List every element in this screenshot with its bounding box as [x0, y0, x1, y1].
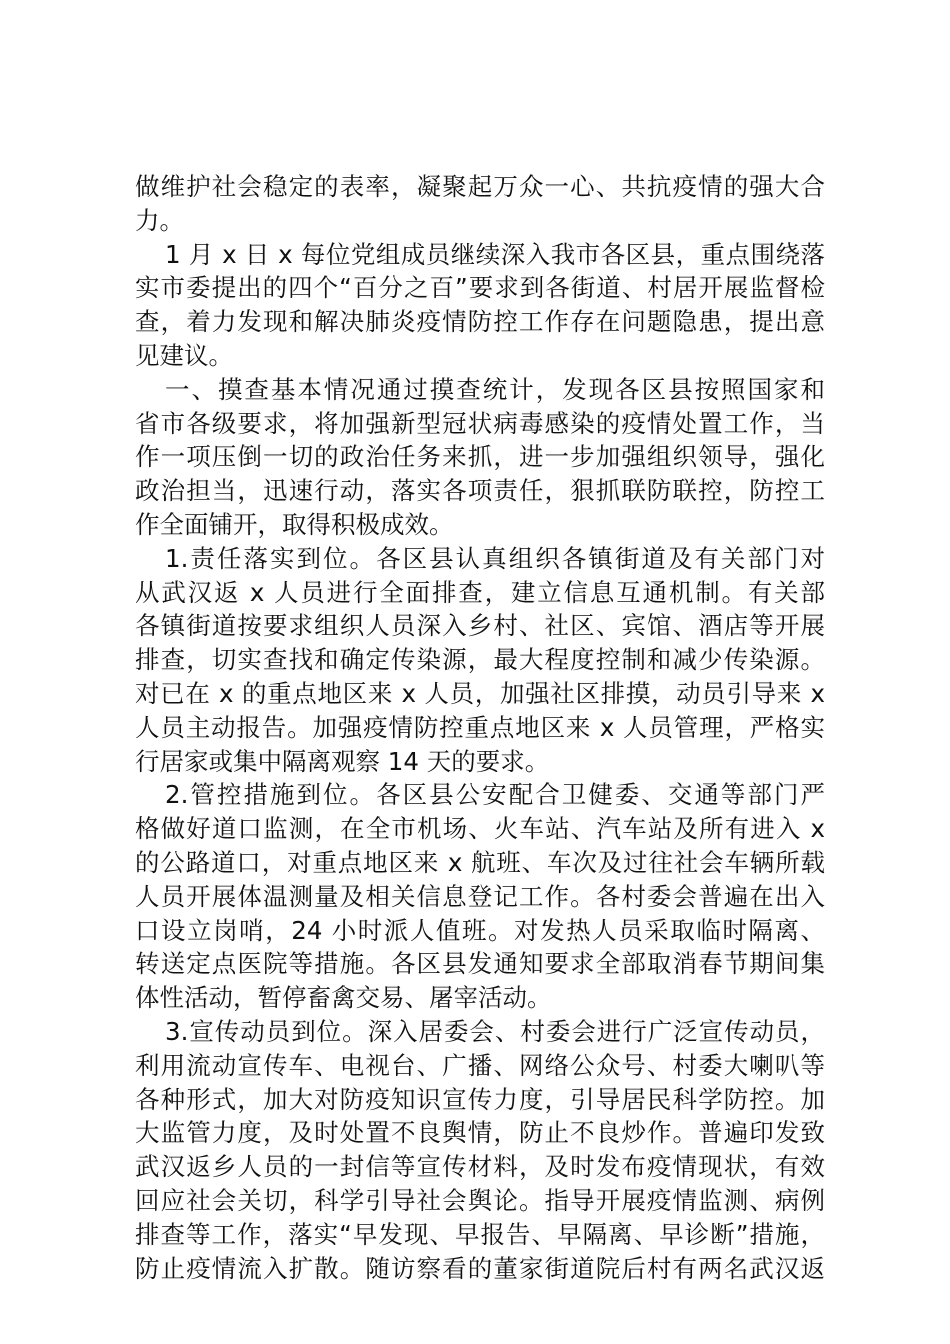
text-line: 人员开展体温测量及相关信息登记工作。各村委会普遍在出入 [135, 881, 825, 911]
text-line: 1.责任落实到位。各区县认真组织各镇街道及有关部门对 [165, 543, 825, 573]
text-line: 从武汉返 x 人员进行全面排查，建立信息互通机制。有关部 [135, 577, 825, 607]
text-line: 排查，切实查找和确定传染源，最大程度控制和减少传染源。 [135, 645, 825, 675]
text-line: 一、摸查基本情况通过摸查统计，发现各区县按照国家和 [165, 374, 825, 404]
text-line: 各种形式，加大对防疫知识宣传力度，引导居民科学防控。加 [135, 1084, 825, 1114]
text-line: 防止疫情流入扩散。随访察看的董家街道院后村有两名武汉返 [135, 1253, 825, 1283]
text-line: 武汉返乡人员的一封信等宣传材料，及时发布疫情现状，有效 [135, 1152, 825, 1182]
text-line: 大监管力度，及时处置不良舆情，防止不良炒作。普遍印发致 [135, 1118, 825, 1148]
text-line: 省市各级要求，将加强新型冠状病毒感染的疫情处置工作，当 [135, 408, 825, 438]
text-line: 回应社会关切，科学引导社会舆论。指导开展疫情监测、病例 [135, 1185, 825, 1215]
text-line: 排查等工作，落实“早发现、早报告、早隔离、早诊断”措施， [135, 1219, 825, 1249]
text-line: 实市委提出的四个“百分之百”要求到各街道、村居开展监督检 [135, 273, 825, 303]
text-line: 体性活动，暂停畜禽交易、屠宰活动。 [135, 983, 552, 1013]
document-body [135, 170, 825, 1285]
text-line: 口设立岗哨，24 小时派人值班。对发热人员采取临时隔离、 [135, 915, 825, 945]
text-line: 2.管控措施到位。各区县公安配合卫健委、交通等部门严 [165, 780, 825, 810]
text-line: 作一项压倒一切的政治任务来抓，进一步加强组织领导，强化 [135, 442, 825, 472]
text-line: 各镇街道按要求组织人员深入乡村、社区、宾馆、酒店等开展 [135, 611, 825, 641]
text-line: 利用流动宣传车、电视台、广播、网络公众号、村委大喇叭等 [135, 1050, 825, 1080]
text-line: 对已在 x 的重点地区来 x 人员，加强社区排摸，动员引导来 x [135, 678, 825, 708]
text-line: 转送定点医院等措施。各区县发通知要求全部取消春节期间集 [135, 949, 825, 979]
text-line: 做维护社会稳定的表率，凝聚起万众一心、共抗疫情的强大合 [135, 172, 825, 201]
text-line: 1 月 x 日 x 每位党组成员继续深入我市各区县，重点围绕落 [165, 239, 825, 269]
text-line: 查，着力发现和解决肺炎疫情防控工作存在问题隐患，提出意 [135, 307, 825, 337]
text-line: 力。 [135, 205, 184, 235]
text-line: 3.宣传动员到位。深入居委会、村委会进行广泛宣传动员， [165, 1016, 825, 1046]
text-line: 格做好道口监测，在全市机场、火车站、汽车站及所有进入 x [135, 814, 825, 844]
text-line: 作全面铺开，取得积极成效。 [135, 509, 454, 539]
text-line: 政治担当，迅速行动，落实各项责任，狠抓联防联控，防控工 [135, 476, 825, 506]
text-line: 行居家或集中隔离观察 14 天的要求。 [135, 746, 550, 776]
text-line: 的公路道口，对重点地区来 x 航班、车次及过往社会车辆所载 [135, 847, 825, 877]
text-line: 人员主动报告。加强疫情防控重点地区来 x 人员管理，严格实 [135, 712, 825, 742]
text-line: 见建议。 [135, 340, 233, 370]
